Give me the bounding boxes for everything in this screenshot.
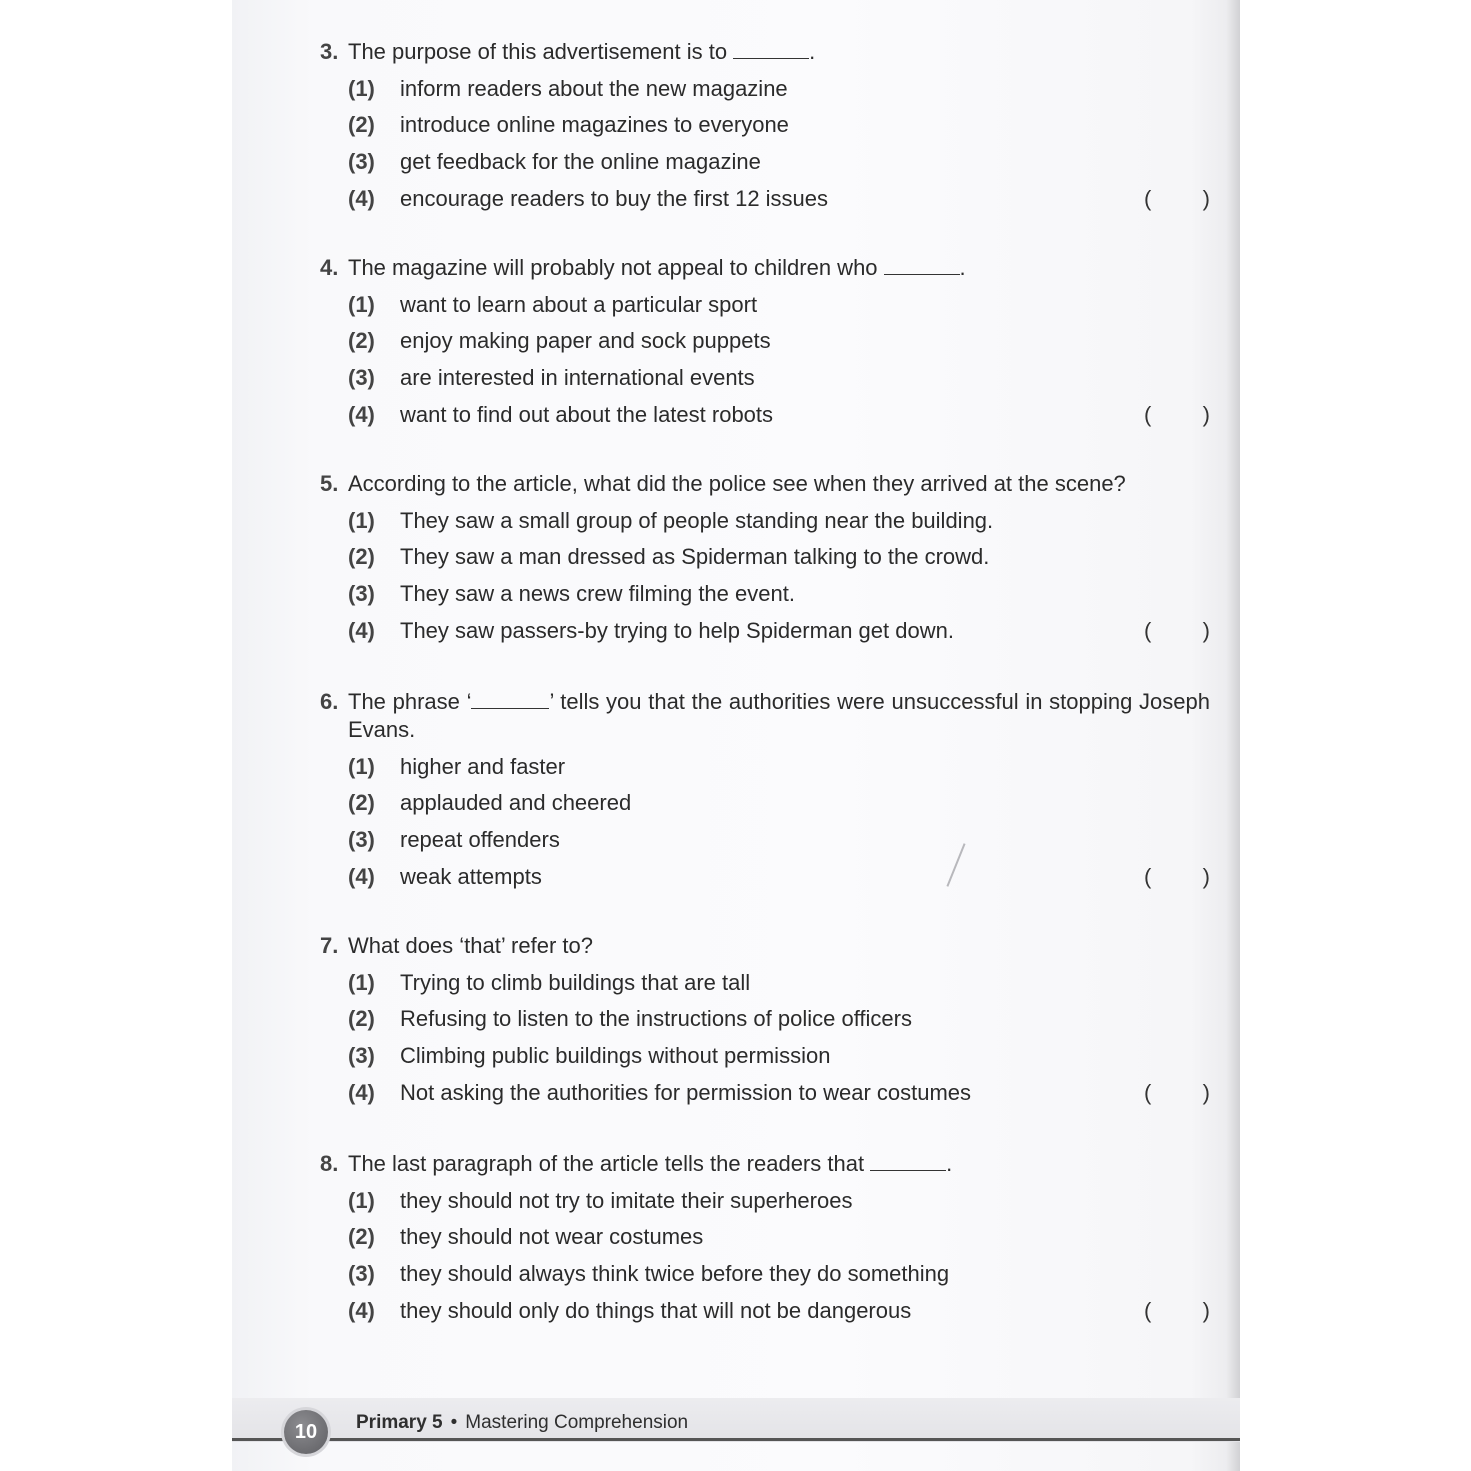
question-number: 5. (320, 471, 339, 496)
option-text: repeat offenders (400, 827, 560, 853)
stem-end: . (946, 1151, 953, 1176)
answer-box-open: ( (1144, 1079, 1152, 1105)
footer-book-title: Mastering Comprehension (465, 1412, 689, 1433)
option-1 (348, 1187, 1210, 1215)
answer-box[interactable] (1144, 401, 1210, 429)
option-text: Refusing to listen to the instructions of police officers (400, 1006, 912, 1032)
option-number: (2) (348, 544, 375, 570)
answer-blank (870, 1152, 946, 1171)
option-4 (348, 617, 1210, 645)
answer-box[interactable] (1144, 1079, 1210, 1107)
option-text: inform readers about the new magazine (400, 75, 788, 101)
option-4 (348, 1297, 1210, 1325)
option-number: (4) (348, 863, 375, 889)
option-text: They saw a man dressed as Spiderman talking to the crowd. (400, 544, 990, 570)
question-stem (320, 470, 1210, 498)
answer-box-close: ) (1202, 1079, 1210, 1105)
option-4 (348, 401, 1210, 429)
page-number-badge: 10 (284, 1410, 328, 1454)
option-4 (348, 863, 1210, 891)
question-stem (320, 38, 1210, 66)
answer-box-open: ( (1144, 1297, 1152, 1323)
question-number: 3. (320, 39, 339, 64)
option-text: Trying to climb buildings that are tall (400, 969, 751, 995)
option-2 (348, 789, 1210, 817)
page-spine-shadow (1226, 0, 1240, 1471)
stem-text: The magazine will probably not appeal to children who (348, 255, 878, 280)
option-text: introduce online magazines to everyone (400, 112, 789, 138)
stem-text: The purpose of this advertisement is to (348, 39, 728, 64)
option-3 (348, 364, 1210, 392)
option-number: (4) (348, 1079, 375, 1105)
question-number: 4. (320, 255, 339, 280)
answer-box-close: ) (1202, 617, 1210, 643)
option-1 (348, 507, 1210, 535)
option-number: (4) (348, 617, 375, 643)
answer-box-close: ) (1202, 401, 1210, 427)
option-text: Climbing public buildings without permission (400, 1043, 831, 1069)
question-number: 7. (320, 933, 339, 958)
option-text: Not asking the authorities for permission to wear costumes (400, 1079, 972, 1105)
option-text: enjoy making paper and sock puppets (400, 328, 771, 354)
question-stem (320, 1150, 1210, 1178)
option-number: (3) (348, 149, 375, 175)
option-number: (3) (348, 581, 375, 607)
option-number: (4) (348, 185, 375, 211)
question-5 (320, 470, 1210, 645)
option-1 (348, 969, 1210, 997)
option-number: (3) (348, 827, 375, 853)
option-number: (2) (348, 328, 375, 354)
question-4 (320, 254, 1210, 429)
option-text: are interested in international events (400, 365, 755, 391)
option-2 (348, 543, 1210, 571)
answer-box[interactable] (1144, 185, 1210, 213)
option-number: (2) (348, 1224, 375, 1250)
option-text: applauded and cheered (400, 790, 632, 816)
option-text: they should not try to imitate their superheroes (400, 1187, 853, 1213)
option-number: (3) (348, 1261, 375, 1287)
stem-end: . (809, 39, 816, 64)
answer-box-open: ( (1144, 617, 1152, 643)
option-text: want to find out about the latest robots (400, 401, 774, 427)
footer-title (356, 1412, 688, 1434)
option-number: (1) (348, 753, 375, 779)
question-3 (320, 38, 1210, 213)
option-text: higher and faster (400, 753, 566, 779)
option-text: They saw a news crew filming the event. (400, 581, 795, 607)
option-number: (4) (348, 401, 375, 427)
footer-level: Primary 5 (356, 1412, 443, 1433)
answer-box-open: ( (1144, 401, 1152, 427)
option-2 (348, 1005, 1210, 1033)
option-number: (3) (348, 365, 375, 391)
option-text: They saw a small group of people standing near the building. (400, 507, 994, 533)
option-text: they should only do things that will not be dangerous (400, 1297, 912, 1323)
option-1 (348, 291, 1210, 319)
option-text: they should always think twice before they do something (400, 1261, 950, 1287)
answer-box[interactable] (1144, 617, 1210, 645)
question-7 (320, 932, 1210, 1107)
stem-text: According to the article, what did the police see when they arrived at the scene? (348, 471, 1126, 496)
option-3 (348, 1260, 1210, 1288)
option-text: they should not wear costumes (400, 1224, 704, 1250)
option-4 (348, 1079, 1210, 1107)
option-text: get feedback for the online magazine (400, 149, 761, 175)
option-4 (348, 185, 1210, 213)
option-1 (348, 753, 1210, 781)
option-3 (348, 826, 1210, 854)
option-text: encourage readers to buy the first 12 issues (400, 185, 829, 211)
option-text: They saw passers-by trying to help Spiderman get down. (400, 617, 954, 643)
option-3 (348, 148, 1210, 176)
option-2 (348, 327, 1210, 355)
answer-box-open: ( (1144, 863, 1152, 889)
option-text: want to learn about a particular sport (400, 291, 758, 317)
answer-blank (471, 690, 549, 709)
option-number: (1) (348, 75, 375, 101)
option-3 (348, 580, 1210, 608)
stem-text: The last paragraph of the article tells the readers that (348, 1151, 865, 1176)
footer-separator: • (450, 1412, 458, 1433)
stem-end: . (959, 255, 966, 280)
answer-box-close: ) (1202, 1297, 1210, 1323)
option-2 (348, 111, 1210, 139)
option-number: (1) (348, 1187, 375, 1213)
option-number: (1) (348, 507, 375, 533)
answer-box[interactable] (1144, 1297, 1210, 1325)
answer-blank (884, 256, 960, 275)
option-number: (1) (348, 969, 375, 995)
option-number: (2) (348, 112, 375, 138)
question-stem (320, 688, 1210, 744)
question-6 (320, 688, 1210, 891)
answer-blank (733, 40, 809, 59)
stem-text: The phrase ‘ (348, 689, 472, 714)
answer-box-open: ( (1144, 185, 1152, 211)
option-text: weak attempts (400, 863, 542, 889)
footer-rule (232, 1438, 1240, 1441)
option-number: (4) (348, 1297, 375, 1323)
answer-box-close: ) (1202, 863, 1210, 889)
option-number: (2) (348, 790, 375, 816)
option-number: (1) (348, 291, 375, 317)
option-1 (348, 75, 1210, 103)
answer-box-close: ) (1202, 185, 1210, 211)
question-number: 8. (320, 1151, 339, 1176)
question-8 (320, 1150, 1210, 1325)
option-3 (348, 1042, 1210, 1070)
option-number: (3) (348, 1043, 375, 1069)
question-stem (320, 932, 1210, 960)
question-number: 6. (320, 689, 339, 714)
option-number: (2) (348, 1006, 375, 1032)
answer-box[interactable] (1144, 863, 1210, 891)
question-stem (320, 254, 1210, 282)
option-2 (348, 1223, 1210, 1251)
stem-end: ’ tells you that the authorities were unsuccessful in stopping Joseph Evans. (348, 689, 1210, 742)
stem-text: What does ‘that’ refer to? (348, 933, 593, 958)
